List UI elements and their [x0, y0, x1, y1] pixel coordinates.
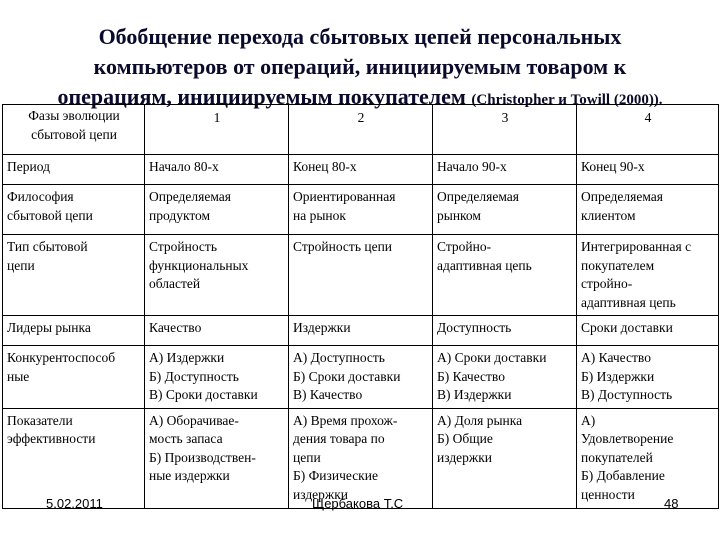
table-row — [3, 316, 719, 346]
table-cell — [289, 185, 433, 235]
cell-line: сбытовой цепи — [31, 126, 117, 142]
table-cell — [145, 235, 289, 316]
cell-line: Б) Физические — [293, 468, 378, 483]
cell-line: областей — [149, 276, 201, 291]
table-cell — [289, 408, 433, 508]
cell-line: Показатели — [7, 412, 73, 428]
cell-line: Начало 80-х — [149, 159, 219, 174]
cell-line: цепи — [293, 449, 321, 465]
table-cell — [145, 346, 289, 409]
cell-line: В) Сроки доставки — [149, 387, 258, 402]
cell-line: ные издержки — [149, 468, 230, 483]
cell-line: Качество — [149, 320, 202, 335]
table-cell — [289, 316, 433, 346]
cell-line: А) Качество — [581, 350, 651, 365]
cell-line: издержки — [293, 486, 349, 502]
table-row — [3, 155, 719, 185]
footer-page-number: 48 — [664, 496, 679, 511]
cell-line: на рынок — [293, 207, 346, 223]
row-label — [3, 155, 145, 185]
cell-line: Начало 90-х — [437, 159, 507, 174]
cell-line: Фазы эволюции — [28, 108, 120, 123]
table-row — [3, 235, 719, 316]
cell-line: издержки — [437, 449, 493, 465]
table-cell — [145, 316, 289, 346]
cell-line: Б) Общие — [437, 431, 493, 446]
cell-line: Б) Издержки — [581, 368, 655, 384]
cell-line: Доступность — [437, 320, 512, 335]
row-label — [3, 235, 145, 316]
cell-line: Лидеры рынка — [7, 320, 91, 335]
title-line-1: Обобщение перехода сбытовых цепей персональных — [98, 24, 622, 49]
cell-line: Период — [7, 159, 50, 174]
table-row — [3, 346, 719, 409]
table-cell — [577, 185, 719, 235]
cell-line: функциональных — [149, 257, 249, 273]
table-cell — [577, 155, 719, 185]
cell-line: мость запаса — [149, 431, 223, 446]
cell-line: Стройно- — [437, 239, 492, 254]
header-phase-number: 4 — [577, 105, 719, 155]
cell-line: Определяемая — [581, 189, 663, 204]
footer-date: 5.02.2011 — [46, 496, 103, 511]
header-phase-label — [3, 105, 145, 155]
title-citation: (Christopher и Towill (2000)). — [471, 92, 663, 108]
cell-line: покупателей — [581, 449, 653, 465]
cell-line: А) Оборачивае- — [149, 412, 239, 428]
table-cell — [433, 235, 577, 316]
row-label — [3, 408, 145, 508]
table-cell — [289, 346, 433, 409]
cell-line: А) Доступность — [293, 350, 385, 365]
title-line-2: компьютеров от операций, инициируемым товаром к — [93, 54, 627, 79]
table-cell — [577, 235, 719, 316]
cell-line: Издержки — [293, 320, 351, 335]
row-label — [3, 185, 145, 235]
cell-line: адаптивная цепь — [581, 294, 676, 310]
cell-line: Определяемая — [437, 189, 519, 204]
table-cell — [289, 155, 433, 185]
cell-line: В) Качество — [293, 387, 363, 402]
cell-line: Ориентированная — [293, 189, 396, 204]
cell-line: сбытовой цепи — [7, 207, 93, 223]
row-label — [3, 316, 145, 346]
header-phase-number: 2 — [289, 105, 433, 155]
cell-line: А) Время прохож- — [293, 412, 398, 428]
table-cell — [433, 155, 577, 185]
table-cell — [577, 408, 719, 508]
cell-line: А) — [581, 412, 596, 428]
header-row — [3, 105, 719, 155]
cell-line: Сроки доставки — [581, 320, 673, 335]
cell-line: Конкурентоспособ — [7, 350, 116, 365]
cell-line: Б) Качество — [437, 368, 505, 384]
cell-line: Интегрированная с — [581, 239, 692, 254]
table-cell — [433, 346, 577, 409]
cell-line: продуктом — [149, 207, 211, 223]
header-phase-number: 1 — [145, 105, 289, 155]
row-label — [3, 346, 145, 409]
cell-line: Определяемая — [149, 189, 231, 204]
cell-line: Б) Сроки доставки — [293, 368, 401, 384]
cell-line: Стройность цепи — [293, 239, 393, 254]
cell-line: рынком — [437, 207, 481, 223]
table-cell — [433, 316, 577, 346]
cell-line: Философия — [7, 189, 74, 204]
table-cell — [145, 155, 289, 185]
cell-line: Б) Производствен- — [149, 449, 256, 465]
table-cell — [433, 185, 577, 235]
title-line-3-text: операциям, инициируемым покупателем — [57, 84, 466, 109]
table-cell — [433, 408, 577, 508]
table-cell — [145, 185, 289, 235]
cell-line: Тип сбытовой — [7, 239, 88, 254]
cell-line: А) Издержки — [149, 350, 225, 365]
cell-line: Б) Доступность — [149, 368, 239, 384]
table-cell — [577, 346, 719, 409]
cell-line: Б) Добавление — [581, 468, 665, 483]
cell-line: Конец 90-х — [581, 159, 645, 174]
cell-line: дения товара по — [293, 431, 385, 446]
supply-chain-evolution-table — [2, 104, 719, 509]
table-cell — [577, 316, 719, 346]
cell-line: Стройность — [149, 239, 217, 254]
cell-line: эффективности — [7, 431, 96, 446]
cell-line: А) Доля рынка — [437, 412, 523, 428]
header-phase-number: 3 — [433, 105, 577, 155]
cell-line: Конец 80-х — [293, 159, 357, 174]
table-row — [3, 185, 719, 235]
slide-title — [0, 22, 720, 115]
cell-line: адаптивная цепь — [437, 257, 532, 273]
cell-line: ные — [7, 368, 30, 384]
footer-author: Щербакова Т.С — [312, 496, 404, 511]
cell-line: В) Издержки — [437, 387, 512, 402]
cell-line: клиентом — [581, 207, 636, 223]
table-row — [3, 408, 719, 508]
table-cell — [289, 235, 433, 316]
cell-line: цепи — [7, 257, 35, 273]
cell-line: Удовлетворение — [581, 431, 674, 446]
cell-line: В) Доступность — [581, 387, 673, 402]
cell-line: стройно- — [581, 276, 633, 291]
cell-line: ценности — [581, 486, 635, 502]
cell-line: А) Сроки доставки — [437, 350, 547, 365]
table-cell — [145, 408, 289, 508]
cell-line: покупателем — [581, 257, 655, 273]
